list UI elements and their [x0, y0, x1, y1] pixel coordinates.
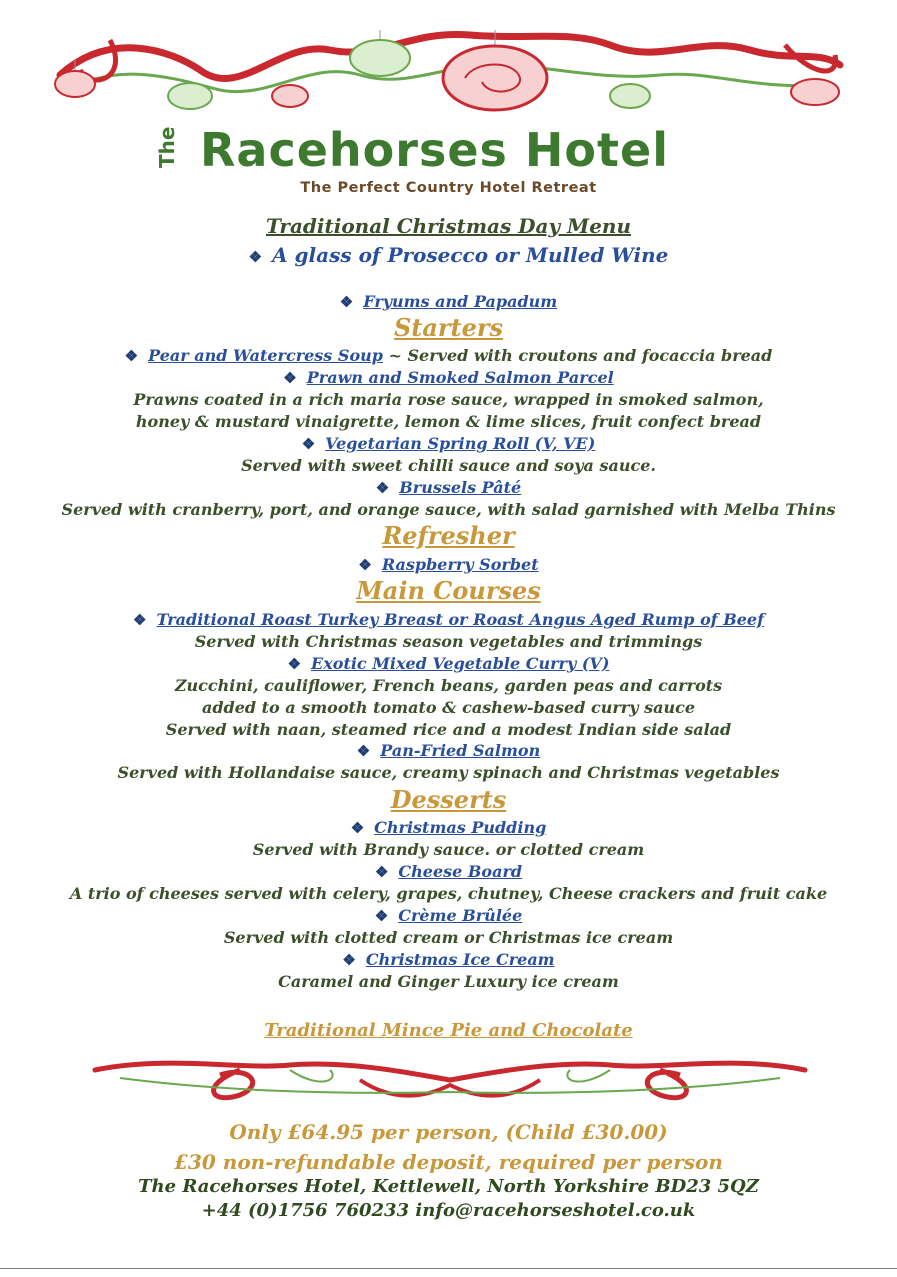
prawn-desc-1: Prawns coated in a rich maria rose sauce, wrapped in smoked salmon, [133, 390, 764, 409]
finale-item: Traditional Mince Pie and Chocolate [264, 1020, 633, 1041]
logo-tagline: The Perfect Country Hotel Retreat [300, 180, 597, 196]
pate-desc: Served with cranberry, port, and orange sauce, with salad garnished with Melba Thins [61, 500, 836, 519]
pudding-desc: Served with Brandy sauce. or clotted cream [252, 840, 645, 859]
price-line: Only £64.95 per person, (Child £30.00) [229, 1120, 668, 1144]
cheese-desc: A trio of cheeses served with celery, grapes, chutney, Cheese crackers and fruit cake [69, 884, 828, 903]
diamond-bullet-icon: ❖ [133, 611, 147, 629]
diamond-bullet-icon: ❖ [301, 435, 316, 453]
curry-item: ❖ Exotic Mixed Vegetable Curry (V) [287, 654, 610, 673]
curry-desc-3: Served with naan, steamed rice and a modest Indian side salad [165, 720, 732, 739]
bauble-green-2-icon [350, 30, 410, 76]
page-bottom-rule [0, 1268, 897, 1269]
prawn-desc-2: honey & mustard vinaigrette, lemon & lime slices, fruit confect bread [135, 412, 762, 431]
prawn-item: ❖ Prawn and Smoked Salmon Parcel [283, 368, 614, 387]
diamond-bullet-icon: ❖ [358, 556, 372, 574]
bauble-red-1-icon [55, 60, 95, 97]
diamond-bullet-icon: ❖ [283, 369, 297, 387]
diamond-bullet-icon: ❖ [339, 293, 354, 311]
deposit-line: £30 non-refundable deposit, required per person [174, 1150, 723, 1174]
curry-desc-2: added to a smooth tomato & cashew-based curry sauce [201, 698, 695, 717]
welcome-drink: ❖ A glass of Prosecco or Mulled Wine [248, 243, 669, 267]
diamond-bullet-icon: ❖ [124, 347, 139, 365]
desserts-heading: Desserts [390, 785, 507, 814]
logo-the: The [155, 126, 179, 168]
starters-heading: Starters [393, 313, 504, 342]
roast-desc: Served with Christmas season vegetables and trimmings [194, 632, 703, 651]
spring-roll-desc: Served with sweet chilli sauce and soya sauce. [241, 456, 656, 475]
pudding-item: ❖ Christmas Pudding [350, 818, 547, 837]
brulee-item: ❖ Crème Brûlée [374, 906, 523, 925]
diamond-bullet-icon: ❖ [342, 951, 356, 969]
spring-roll-item: ❖ Vegetarian Spring Roll (V, VE) [301, 434, 596, 453]
nibbles-item: ❖ Fryums and Papadum [339, 292, 558, 311]
bauble-green-3-icon [610, 84, 650, 108]
salmon-item: ❖ Pan-Fried Salmon [356, 741, 541, 760]
bauble-red-3-icon [791, 79, 839, 105]
bauble-red-large-icon [443, 30, 547, 110]
icecream-desc: Caramel and Ginger Luxury ice cream [278, 972, 619, 991]
address-line: The Racehorses Hotel, Kettlewell, North Yorkshire BD23 5QZ [138, 1176, 759, 1197]
diamond-bullet-icon: ❖ [356, 742, 371, 760]
diamond-bullet-icon: ❖ [375, 479, 390, 497]
diamond-bullet-icon: ❖ [248, 248, 263, 266]
soup-item: ❖ Pear and Watercress Soup ~ Served with croutons and focaccia bread [124, 346, 773, 365]
diamond-bullet-icon: ❖ [374, 863, 389, 881]
sorbet-item: ❖ Raspberry Sorbet [358, 555, 539, 574]
cheese-item: ❖ Cheese Board [374, 862, 523, 881]
contact-line: +44 (0)1756 760233 info@racehorseshotel.co.uk [201, 1200, 696, 1221]
mains-heading: Main Courses [356, 576, 541, 605]
salmon-desc: Served with Hollandaise sauce, creamy spinach and Christmas vegetables [117, 763, 780, 782]
menu-title: Traditional Christmas Day Menu [265, 214, 631, 238]
diamond-bullet-icon: ❖ [287, 655, 302, 673]
ribbon-baubles-banner [50, 20, 850, 120]
icecream-item: ❖ Christmas Ice Cream [342, 950, 555, 969]
diamond-bullet-icon: ❖ [350, 819, 365, 837]
roast-item: ❖ Traditional Roast Turkey Breast or Roast Angus Aged Rump of Beef [133, 610, 764, 629]
ribbon-divider [90, 1050, 810, 1110]
curry-desc-1: Zucchini, cauliflower, French beans, garden peas and carrots [174, 676, 723, 695]
pate-item: ❖ Brussels Pâté [375, 478, 522, 497]
diamond-bullet-icon: ❖ [374, 907, 389, 925]
bauble-red-2-icon [272, 85, 308, 107]
brulee-desc: Served with clotted cream or Christmas ice cream [223, 928, 674, 947]
logo-title: Racehorses Hotel [200, 123, 669, 177]
refresher-heading: Refresher [382, 521, 515, 550]
bauble-green-1-icon [168, 83, 212, 109]
